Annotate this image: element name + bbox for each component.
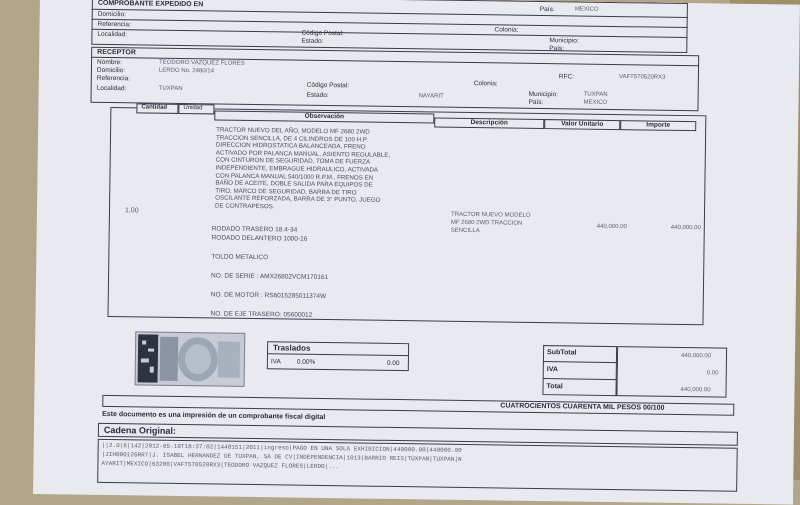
subtotal-value: 440,000.00 [680,352,712,360]
emisor-title: COMPROBANTE EXPEDIDO EN [97,0,204,9]
rodado-trasero: RODADO TRASERO 18.4-34 [211,225,298,234]
descripcion-line-3: SENCILLA [450,227,480,235]
emisor-municipio-label: Municipio: [549,37,579,45]
header-valor-unitario-label: Valor Unitario [561,120,604,128]
receptor-colonia-label: Colonia: [473,80,498,88]
receptor-pais-label: País: [528,98,544,107]
cadena-line-1: ||2.0|8|142|2012-05-10T18:37:02|1448151|2011|ingreso|PAGO EN UNA SOLA EXHIBICION|440000.00|440000.00 [101,441,462,454]
traslados-iva-label: IVA [270,358,281,366]
numero-serie: NO. DE SERIE : AMX26802VCM170161 [211,272,329,282]
qr-seal-image [135,331,246,387]
cadena-title: Cadena Original: [103,424,176,436]
receptor-localidad-label: Localidad: [96,84,127,93]
header-importe-label: Importe [646,121,671,129]
tab-unidad-label: Unidad [183,105,203,112]
importe: 440,000.00 [670,224,701,232]
receptor-nombre-value: TEODORO VAZQUEZ FLORES [159,59,245,67]
iva-total-value: 0.00 [706,370,719,377]
cadena-line-2: |JIH090126RR7|J. ISABEL HERNANDEZ DE TUXPAN, SA DE CV|INDEPENDENCIA|1013|BARRIO REIS|TUXPAN|TUXPAN|N [101,450,462,463]
cadena-line-3: AYARIT|MEXICO|63200|VAFT570520RX3|TEODORO VAZQUEZ FLORES|LERDO|... [101,459,340,471]
impresion-note: Este documento es una impresión de un comprobante fiscal digital [102,410,326,422]
traslados-iva-rate: 0.00% [296,358,316,366]
emisor-localidad-label: Localidad: [97,30,128,39]
emisor-referencia-label: Referencia: [97,20,131,29]
receptor-block [90,47,699,111]
emisor-pais-label: País: [539,5,555,14]
numero-eje: NO. DE EJE TRASERO: 05600012 [210,310,313,319]
receptor-municipio-label: Municipio: [528,90,558,99]
items-table [107,107,706,325]
iva-total-label: IVA [546,366,559,374]
tab-cantidad-label: Cantidad [141,104,168,111]
subtotal-label: SubTotal [546,349,577,357]
receptor-nombre-label: Nombre: [97,58,123,67]
receptor-estado-value: NAYARIT [418,93,444,100]
receptor-domicilio-value: LERDO No. 2480/14 [158,67,215,75]
receptor-localidad-value: TUXPAN [158,85,183,92]
emisor-cp-label: Código Postal: [301,29,344,38]
descripcion-line-2: MF 2680 2WD TRACCION [450,219,523,227]
rodado-delantero: RODADO DELANTERO 1000-16 [211,234,308,243]
emisor-pais-label-2: País: [549,45,565,53]
numero-motor: NO. DE MOTOR : RS6015285011374W [210,291,327,301]
traslados-iva-amount: 0.00 [386,359,400,368]
header-observacion-label: Observación [304,112,345,121]
emisor-estado-label: Estado: [301,37,324,45]
observacion-text: TRACTOR NUEVO DEL AÑO, MODELO MF 2680 2WD TRACCION SENCILLA, DE 4 CILINDROS DE 100 H.P. DIRECCION HIDROSTATICA BALANCEADA, FRENO ACTIVADO POR PALANCA MANUAL, ASIENTO REGULABLE, CON CINTURON DE SEGURIDAD, TOMA DE FUERZA INDEPENDIENTE, EMBRAGUE HIDRAULICO, ACTIVADA CON PALANCA MANUAL 540/1000 R.P.M., FRENOS EN BAÑO DE ACEITE, DOBLE SALIDA PARA EQUIPOS DE TIRO, MARCO DE SEGURIDAD, BARRA DE TIRO OSCILANTE REFORZADA, BARRA DE 3° PUNTO, JUEGO DE CONTRAPESOS. [215,126,391,211]
traslados-title: Traslados [273,343,311,353]
amount-in-words: CUATROCIENTOS CUARENTA MIL PESOS 00/100 [500,402,665,412]
emisor-colonia-label: Colonia: [494,26,519,34]
header-descripcion-label: Descripción [470,119,508,127]
descripcion-line-1: TRACTOR NUEVO MODELO [450,211,531,219]
item-quantity: 1.00 [124,207,139,215]
receptor-municipio-value: TUXPAN [583,91,608,98]
emisor-pais-value: MEXICO [574,6,599,13]
receptor-rfc-value: VAFT570520RX3 [618,74,666,81]
receptor-pais-value: MEXICO [583,99,608,106]
receptor-title: RECEPTOR [97,48,137,57]
valor-unitario: 440,000.00 [596,223,627,231]
receptor-domicilio-label: Domicilio: [96,66,126,75]
emisor-domicilio-label: Domicilio: [97,10,126,19]
receptor-rfc-label: RFC: [558,73,575,81]
total-label: Total [546,383,563,391]
total-value: 440,000.00 [680,386,711,394]
receptor-estado-label: Estado: [306,91,329,100]
invoice-sheet [33,0,800,505]
receptor-cp-label: Código Postal: [306,81,350,90]
receptor-referencia-label: Referencia: [96,74,131,83]
toldo: TOLDO METALICO [211,253,269,262]
